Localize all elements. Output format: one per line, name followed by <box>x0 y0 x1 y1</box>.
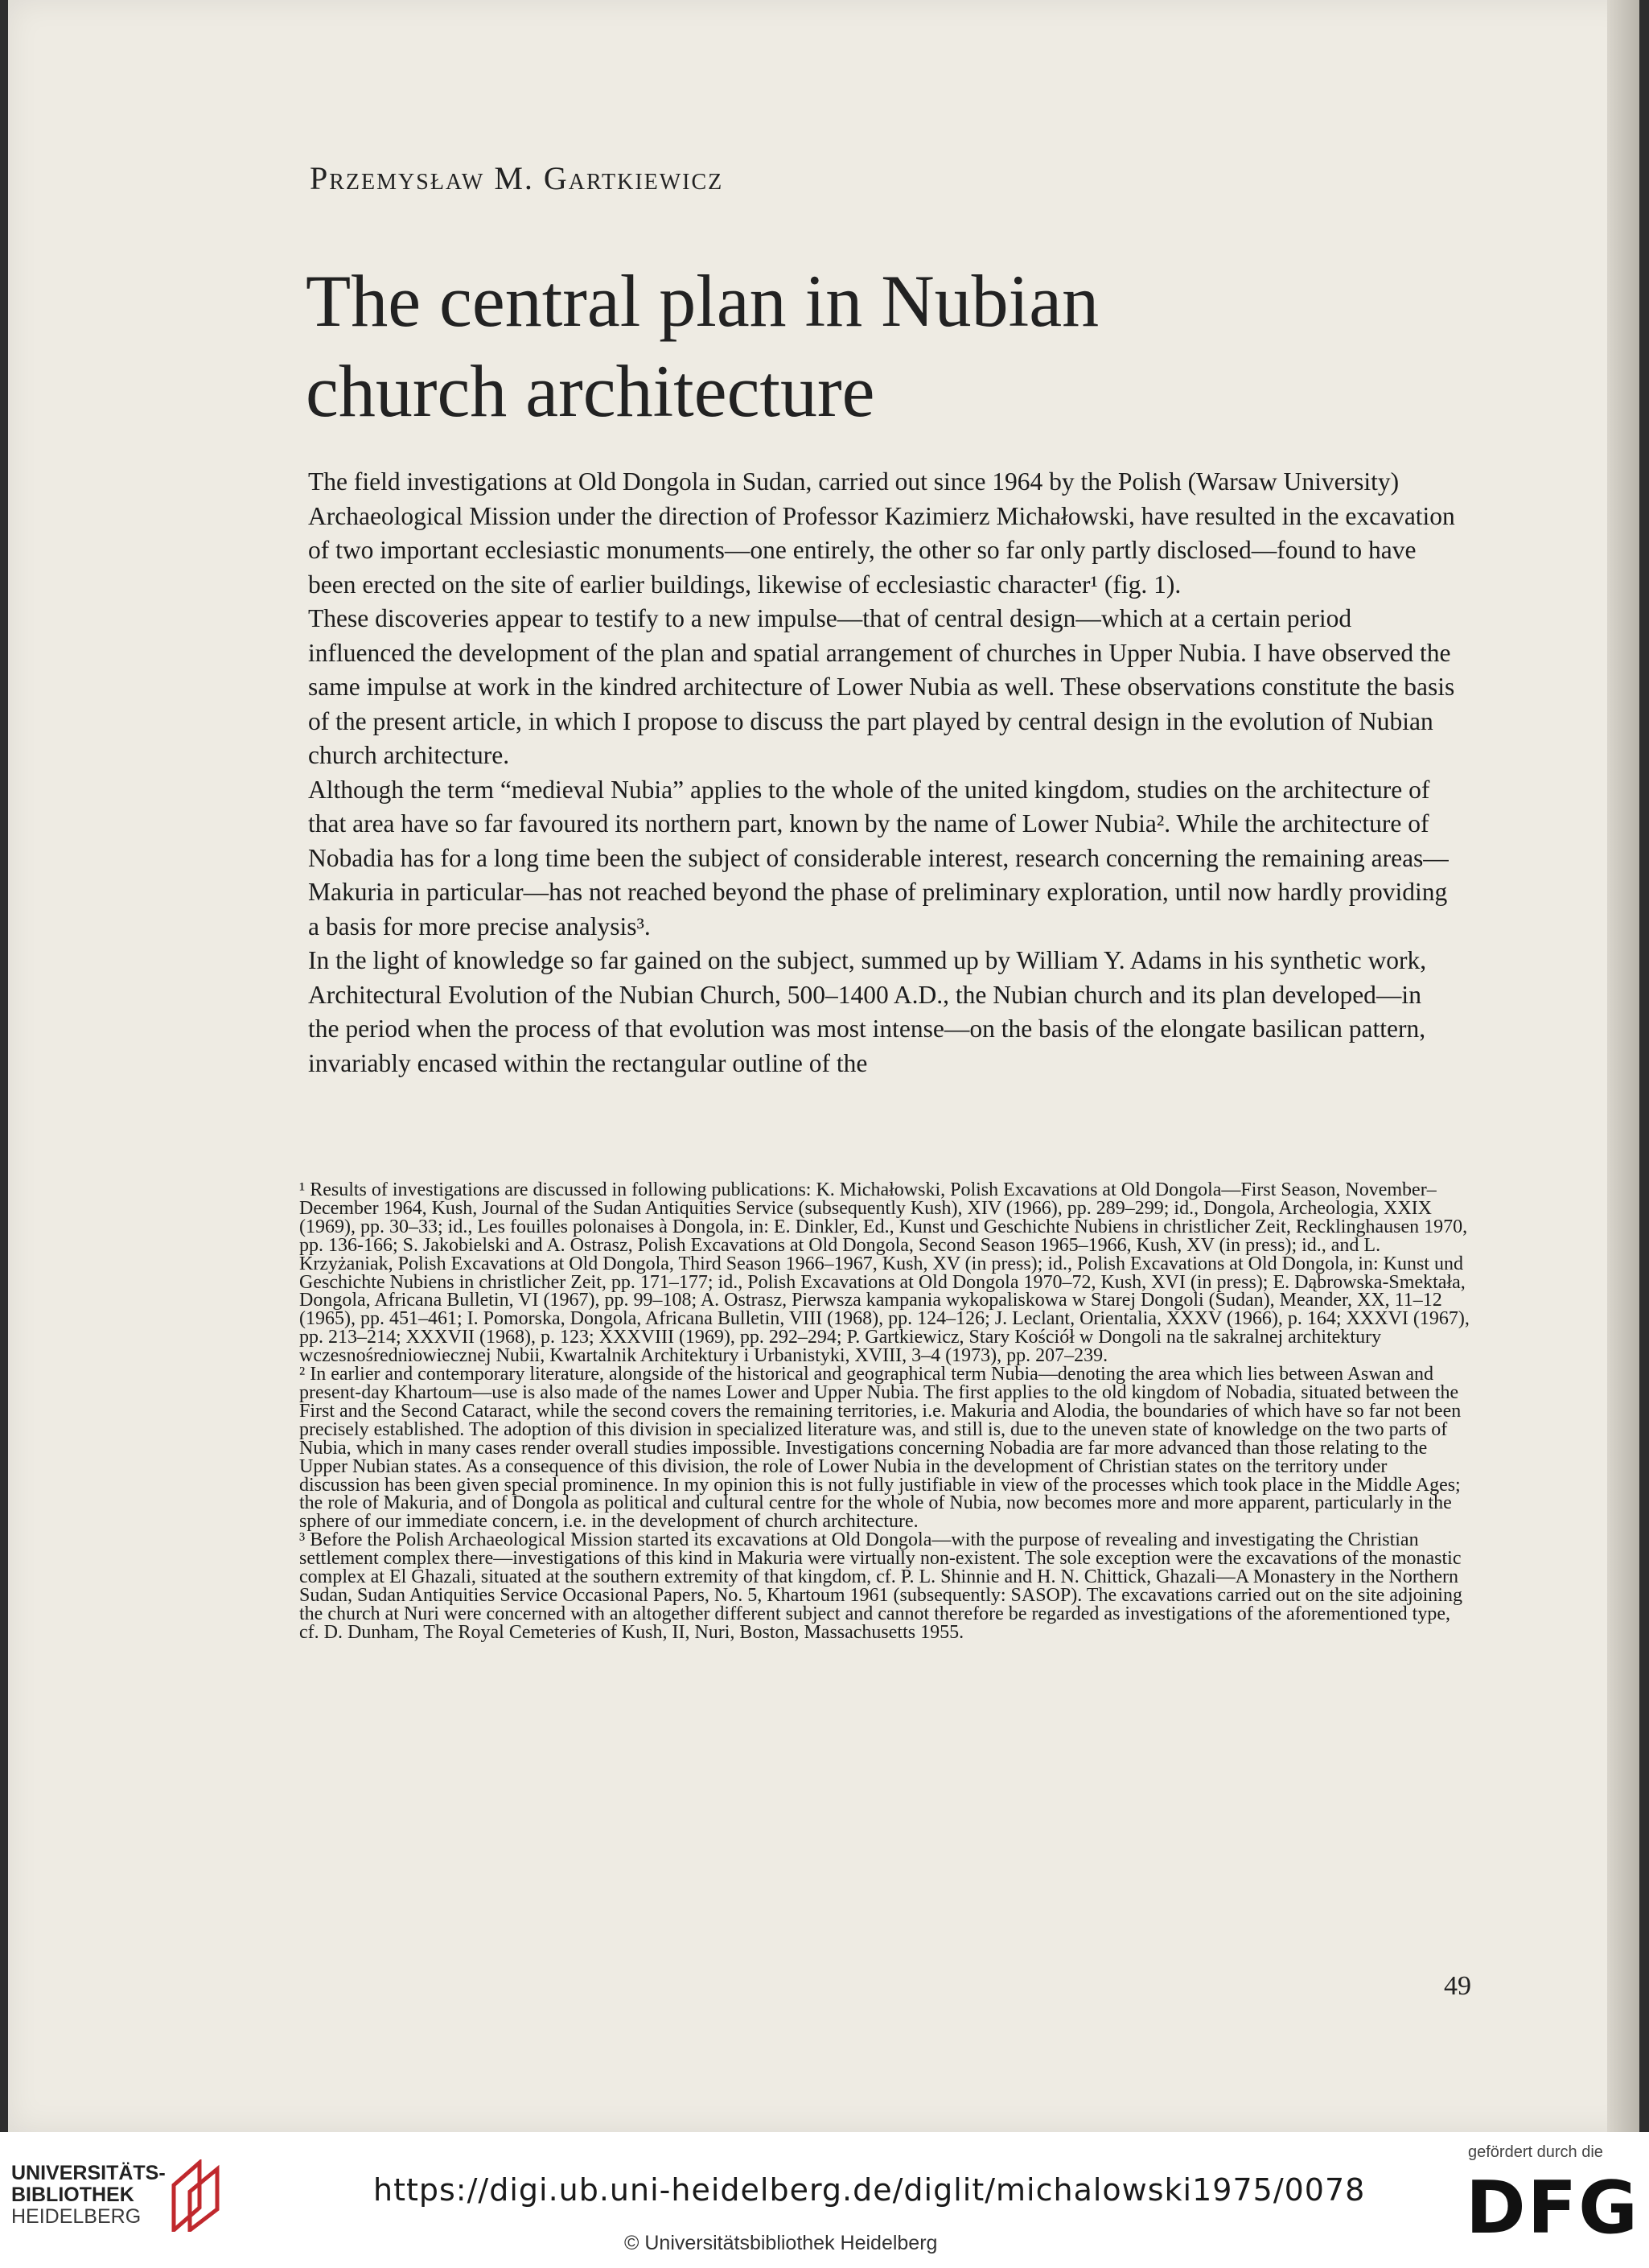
library-line-1: UNIVERSITÄTS- <box>11 2162 166 2184</box>
page-number: 49 <box>1444 1971 1471 2001</box>
title-line-1: The central plan in Nubian <box>306 260 1100 342</box>
body-paragraph: In the light of knowledge so far gained on the subject, summed up by William Y. Adams in his synthetic work, Architectural Evolution of the Nubian Church, 500–1400 A.D., the Nubian church and its plan developed—in the period when the process of that evolution was most intense—on the basis of the elongate basilican pattern, invariably encased within the rectangular outline of the <box>308 946 1427 1077</box>
permalink-url[interactable]: https://digi.ub.uni-heidelberg.de/diglit/michalowski1975/0078 <box>373 2172 1366 2208</box>
article-title <box>306 256 1271 436</box>
funding-note: gefördert durch die <box>1468 2143 1603 2161</box>
footnote-2: ² In earlier and contemporary literature, alongside of the historical and geographical term Nubia—denoting the area which lies between Aswan and present-day Khartoum—use is also made of the names Lower and Upper Nubia. The first applies to the old kingdom of Nobadia, situated between the First and the Second Cataract, while the second covers the remaining territories, i.e. Makuria and Alodia, the boundaries of which have so far not been precisely established. The adoption of this division in specialized literature was, and still is, due to the uneven state of knowledge on the two parts of Nubia, which in many cases render overall studies impossible. Investigations concerning Nobadia are far more advanced than those relating to the Upper Nubian states. As a consequence of this division, the role of Lower Nubia in the development of Christian states on the territory under discussion has been given special prominence. In my opinion this is not fully justifiable in view of the processes which took place in the Middle Ages; the role of Makuria, and of Dongola as political and cultural centre for the whole of Nubia, now becomes more and more apparent, particularly in the sphere of our immediate concern, i.e. in the development of church architecture. <box>299 1364 1462 1533</box>
copyright-notice: © Universitätsbibliothek Heidelberg <box>624 2232 938 2254</box>
title-line-2: church architecture <box>306 350 875 432</box>
library-name[interactable] <box>11 2163 166 2228</box>
library-line-2: BIBLIOTHEK <box>11 2184 134 2206</box>
library-line-3: HEIDELBERG <box>11 2205 142 2228</box>
footnote-1: ¹ Results of investigations are discussed in following publications: K. Michałowski, Polish Excavations at Old Dongola—First Season, November–December 1964, Kush, Journal of the Sudan Antiquities Service (subsequently Kush), XIV (1966), pp. 289–299; id., Dongola, Archeologia, XXIX (1969), pp. 30–33; id., Les fouilles polonaises à Dongola, in: E. Dinkler, Ed., Kunst und Geschichte Nubiens in christlicher Zeit, Recklinghausen 1970, pp. 136-166; S. Jakobielski and A. Ostrasz, Polish Excavations at Old Dongola, Second Season 1965–1966, Kush, XV (in press); id., and L. Krzyżaniak, Polish Excavations at Old Dongola, Third Season 1966–1967, Kush, XV (in press); id., Polish Excavations at Old Dongola, in: Kunst und Geschichte Nubiens in christlicher Zeit, pp. 171–177; id., Polish Excavations at Old Dongola 1970–72, Kush, XVI (in press); E. Dąbrowska-Smektała, Dongola, Africana Bulletin, VI (1967), pp. 99–108; A. Ostrasz, Pierwsza kampania wykopaliskowa w Starej Dongoli (Sudan), Meander, XX, 11–12 (1965), pp. 451–461; I. Pomorska, Dongola, Africana Bulletin, VIII (1968), pp. 124–126; J. Leclant, Orientalia, XXXV (1966), p. 164; XXXVI (1967), pp. 213–214; XXXVII (1968), p. 123; XXXVIII (1969), pp. 292–294; P. Gartkiewicz, Stary Kościół w Dongoli na tle sakralnej architektury wczesnośredniowiecznej Nubii, Kwartalnik Architektury i Urbanistyki, XVIII, 3–4 (1973), pp. 207–239. <box>299 1179 1470 1367</box>
page-edge <box>1607 0 1639 2132</box>
body-paragraph: The field investigations at Old Dongola in Sudan, carried out since 1964 by the Polish (Warsaw University) Archaeological Mission under the direction of Professor Kazimierz Michałowski, have resulted in the excavation of two important ecclesiastic monuments—one entirely, the other so far only partly disclosed—found to have been erected on the site of earlier buildings, likewise of ecclesiastic character¹ (fig. 1). <box>308 467 1455 599</box>
footnotes <box>299 1181 1472 1642</box>
library-logo-icon[interactable] <box>167 2159 225 2236</box>
dfg-logo[interactable]: DFG <box>1466 2166 1640 2250</box>
author-name: Przemysław M. Gartkiewicz <box>310 160 724 196</box>
body-paragraph: Although the term “medieval Nubia” applies to the whole of the united kingdom, studies on the architecture of that area have so far favoured its northern part, known by the name of Lower Nubia². While the architecture of Nobadia has for a long time been the subject of considerable interest, research concerning the remaining areas—Makuria in particular—has not reached beyond the phase of preliminary exploration, until now hardly providing a basis for more precise analysis³. <box>308 775 1449 941</box>
article-body <box>308 465 1458 1080</box>
footnote-3: ³ Before the Polish Archaeological Mission started its excavations at Old Dongola—with the purpose of revealing and investigating the Christian settlement complex there—investigations of this kind in Makuria were virtually non-existent. The sole exception were the excavations of the monastic complex at El Ghazali, situated at the southern extremity of that kingdom, cf. P. L. Shinnie and H. N. Chittick, Ghazali—A Monastery in the Northern Sudan, Sudan Antiquities Service Occasional Papers, No. 5, Khartoum 1961 (subsequently: SASOP). The excavations carried out on the site adjoining the church at Nuri were concerned with an altogether different subject and cannot therefore be regarded as investigations of the aforementioned type, cf. D. Dunham, The Royal Cemeteries of Kush, II, Nuri, Boston, Massachusetts 1955. <box>299 1529 1462 1643</box>
body-paragraph: These discoveries appear to testify to a new impulse—that of central design—which at a certain period influenced the development of the plan and spatial arrangement of churches in Upper Nubia. I have observed the same impulse at work in the kindred architecture of Lower Nubia as well. These observations constitute the basis of the present article, in which I propose to discuss the part played by central design in the evolution of Nubian church architecture. <box>308 604 1455 769</box>
